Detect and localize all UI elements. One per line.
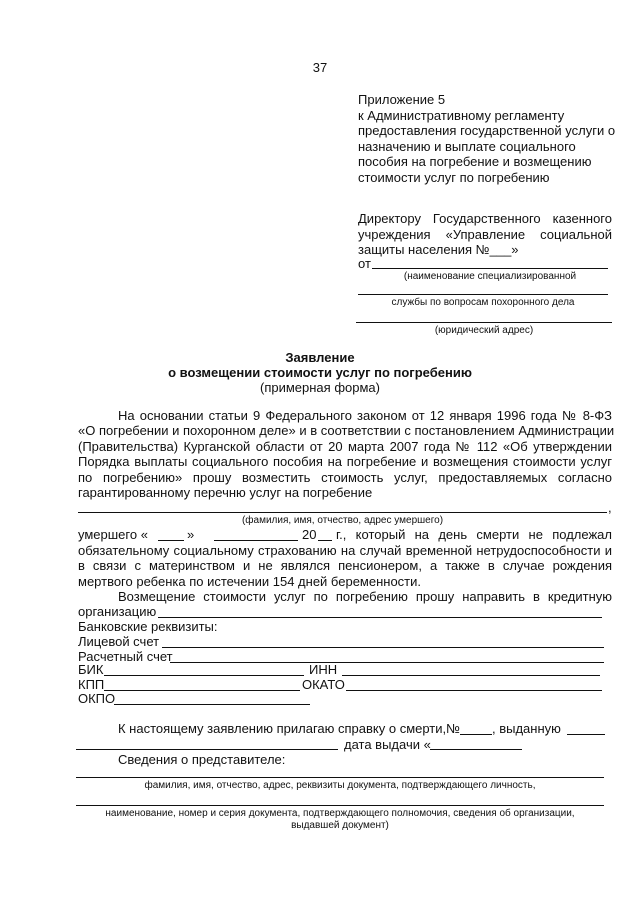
deceased-date-quote: » [187, 527, 195, 542]
from-line[interactable] [372, 268, 608, 269]
month-field[interactable] [214, 540, 298, 541]
caption-deceased: (фамилия, имя, отчество, адрес умершего) [241, 515, 444, 526]
appendix-line: пособия на погребение и возмещению [358, 154, 592, 169]
okato-label: ОКАТО [302, 677, 345, 692]
appendix-line: Приложение 5 [358, 92, 446, 107]
okpo-field[interactable] [114, 704, 310, 705]
attachment-line: К настоящему заявлению прилагаю справку о смерти,№ [118, 721, 461, 736]
intro-line: (Правительства) Курганской области от 20 марта 2007 года № 112 «Об утверждении [78, 439, 612, 454]
caption-specialized-service: (наименование специализированной [403, 271, 577, 282]
organization-label: организацию [78, 604, 157, 619]
settlement-account-label: Расчетный счет [78, 649, 173, 664]
legal-address-line[interactable] [356, 322, 612, 323]
bank-details-label: Банковские реквизиты: [78, 619, 218, 634]
settlement-account-field[interactable] [170, 662, 604, 663]
deceased-date-label: умершего « [78, 527, 148, 542]
kpp-label: КПП [78, 677, 105, 692]
issue-date-field[interactable] [430, 749, 522, 750]
document-subtitle: о возмещении стоимости услуг по погребению [168, 365, 472, 380]
intro-line: гарантированному перечню услуг на погребение [78, 485, 373, 500]
bik-field[interactable] [104, 675, 304, 676]
inn-field[interactable] [342, 675, 600, 676]
day-field[interactable] [158, 540, 184, 541]
form-note: (примерная форма) [260, 380, 380, 395]
okato-field[interactable] [346, 690, 602, 691]
organization-field[interactable] [158, 617, 602, 618]
personal-account-field[interactable] [162, 647, 604, 648]
issued-by-field-2[interactable] [76, 749, 338, 750]
representative-name-field[interactable] [76, 777, 604, 778]
appendix-line: стоимости услуг по погребению [358, 170, 550, 185]
addressee-line: защиты населения №___» [358, 242, 519, 257]
appendix-line: предоставления государственной услуги о [358, 123, 616, 138]
addressee-line: Директору Государственного казенного [358, 211, 612, 226]
from-label: от [358, 256, 371, 271]
year-field[interactable] [318, 540, 332, 541]
deceased-line: мертвого ребенка по истечении 154 дней беременности. [78, 574, 422, 589]
bik-label: БИК [78, 662, 104, 677]
caption-funeral-service: службы по вопросам похоронного дела [391, 297, 575, 308]
deceased-line: г., который на день смерти не подлежал [336, 527, 612, 542]
intro-line: Порядка выплаты социального пособия на погребение и возмещения стоимости услуг [78, 454, 612, 469]
deceased-line: обязательному социальному страхованию на случай временной нетрудоспособности и [78, 543, 612, 558]
kpp-field[interactable] [104, 690, 300, 691]
caption-authority-document: наименование, номер и серия документа, подтверждающего полномочия, сведения об организации, [105, 808, 575, 819]
authority-document-field[interactable] [76, 805, 604, 806]
deceased-line: в связи с материнством и не являлся пенсионером, а также в случае рождения [78, 558, 612, 573]
document-title: Заявление [285, 350, 355, 365]
service-name-line[interactable] [358, 294, 608, 295]
payment-line: Возмещение стоимости услуг по погребению прошу направить в кредитную [118, 589, 612, 604]
page-number: 37 [312, 60, 328, 75]
issued-label: , выданную [492, 721, 561, 736]
caption-representative: фамилия, имя, отчество, адрес, реквизиты документа, подтверждающего личность, [144, 780, 536, 791]
certificate-number-field[interactable] [460, 734, 492, 735]
deceased-name-line[interactable] [78, 512, 607, 513]
intro-line: На основании статьи 9 Федерального законом от 12 января 1996 года № 8-ФЗ [118, 408, 612, 423]
appendix-line: назначению и выплате социального [358, 139, 576, 154]
caption-issuer: выдавшей документ) [291, 820, 389, 831]
caption-legal-address: (юридический адрес) [434, 325, 534, 336]
issued-by-field-1[interactable] [567, 734, 605, 735]
appendix-line: к Административному регламенту [358, 108, 565, 123]
issue-date-label: дата выдачи « [344, 737, 431, 752]
okpo-label: ОКПО [78, 691, 116, 706]
intro-line: «О погребении и похоронном деле» и в соответствии с постановлением Администрации [78, 423, 615, 438]
year-prefix: 20 [302, 527, 317, 542]
trailing-comma: , [608, 500, 612, 515]
representative-label: Сведения о представителе: [118, 752, 286, 767]
inn-label: ИНН [309, 662, 338, 677]
addressee-line: учреждения «Управление социальной [358, 227, 612, 242]
personal-account-label: Лицевой счет [78, 634, 160, 649]
intro-line: по погребению» прошу возместить стоимость услуг, предоставляемых согласно [78, 470, 612, 485]
